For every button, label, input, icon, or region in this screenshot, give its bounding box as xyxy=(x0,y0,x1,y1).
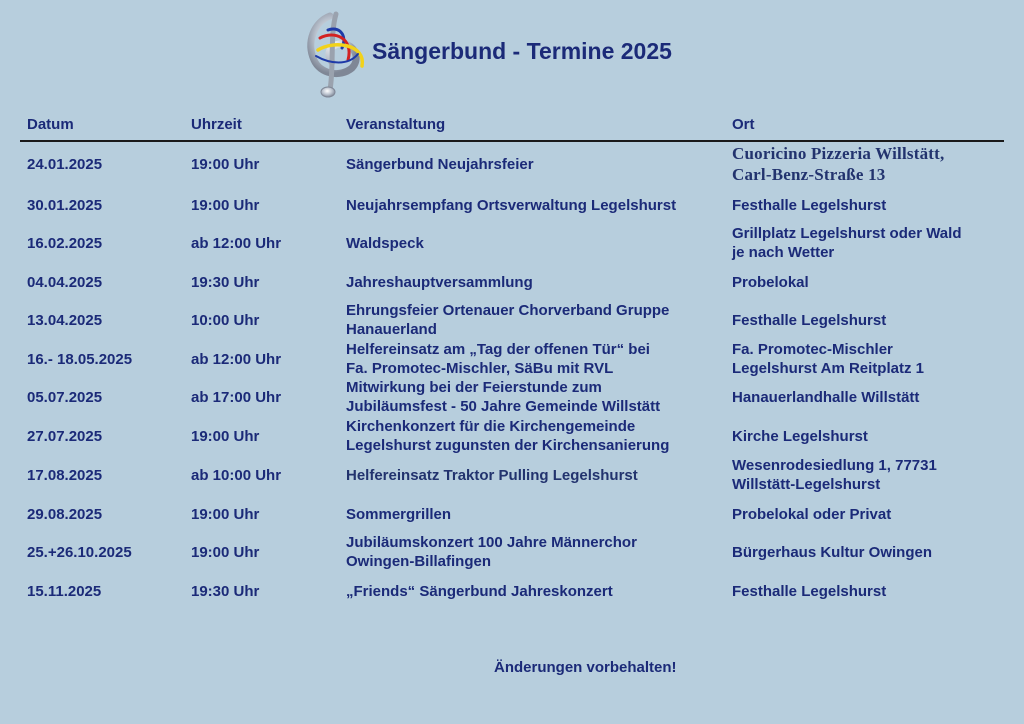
table-row xyxy=(0,340,1024,378)
cell-time: 19:30 Uhr xyxy=(191,273,260,291)
cell-time: 19:00 Uhr xyxy=(191,505,260,523)
table-row xyxy=(0,456,1024,494)
treble-clef-logo-icon xyxy=(300,8,372,100)
cell-place: Fa. Promotec-Mischler Legelshurst Am Reitplatz 1 xyxy=(732,341,924,377)
cell-place: Kirche Legelshurst xyxy=(732,427,868,445)
cell-event: Helfereinsatz Traktor Pulling Legelshurst xyxy=(346,466,638,484)
cell-place: Bürgerhaus Kultur Owingen xyxy=(732,543,933,561)
cell-place: Probelokal xyxy=(732,273,809,291)
table-row xyxy=(0,186,1024,224)
cell-event: Jubiläumskonzert 100 Jahre Männerchor Owingen-Billafingen xyxy=(346,534,637,570)
cell-date: 27.07.2025 xyxy=(27,427,103,445)
cell-time: 19:00 Uhr xyxy=(191,427,260,445)
cell-event: Sängerbund Neujahrsfeier xyxy=(346,155,534,173)
changes-reserved-note: Änderungen vorbehalten! xyxy=(494,659,677,676)
table-row xyxy=(0,378,1024,416)
cell-date: 24.01.2025 xyxy=(27,155,103,173)
cell-place: Wesenrodesiedlung 1, 77731 Willstätt-Legelshurst xyxy=(732,457,937,493)
cell-event: Helfereinsatz am „Tag der offenen Tür“ bei Fa. Promotec-Mischler, SäBu mit RVL xyxy=(346,341,650,377)
cell-date: 16.02.2025 xyxy=(27,234,103,252)
cell-date: 13.04.2025 xyxy=(27,311,103,329)
cell-date: 30.01.2025 xyxy=(27,196,103,214)
cell-time: 10:00 Uhr xyxy=(191,311,260,329)
cell-date: 29.08.2025 xyxy=(27,505,103,523)
cell-event: Neujahrsempfang Ortsverwaltung Legelshurst xyxy=(346,196,677,214)
cell-time: 19:00 Uhr xyxy=(191,196,260,214)
cell-place: Grillplatz Legelshurst oder Wald je nach Wetter xyxy=(732,225,962,261)
cell-time: 19:00 Uhr xyxy=(191,543,260,561)
cell-event: Waldspeck xyxy=(346,234,424,252)
cell-time: ab 12:00 Uhr xyxy=(191,350,282,368)
cell-event: Jahreshauptversammlung xyxy=(346,273,533,291)
cell-time: 19:30 Uhr xyxy=(191,582,260,600)
cell-place: Festhalle Legelshurst xyxy=(732,196,887,214)
cell-event: Kirchenkonzert für die Kirchengemeinde Legelshurst zugunsten der Kirchensanierung xyxy=(346,418,670,454)
cell-place: Festhalle Legelshurst xyxy=(732,582,887,600)
cell-date: 17.08.2025 xyxy=(27,466,103,484)
column-header-place: Ort xyxy=(732,116,755,133)
table-row xyxy=(0,263,1024,301)
cell-place: Cuoricino Pizzeria Willstätt, Carl-Benz-Straße 13 xyxy=(732,144,945,184)
cell-event: Mitwirkung bei der Feierstunde zum Jubiläumsfest - 50 Jahre Gemeinde Willstätt xyxy=(346,379,661,415)
cell-place: Hanauerlandhalle Willstätt xyxy=(732,388,920,406)
cell-date: 16.- 18.05.2025 xyxy=(27,350,133,368)
cell-event: Ehrungsfeier Ortenauer Chorverband Gruppe Hanauerland xyxy=(346,302,670,338)
table-row xyxy=(0,572,1024,610)
table-row xyxy=(0,224,1024,262)
cell-time: ab 17:00 Uhr xyxy=(191,388,282,406)
cell-event: „Friends“ Sängerbund Jahreskonzert xyxy=(346,582,613,600)
table-row xyxy=(0,301,1024,339)
table-row xyxy=(0,495,1024,533)
cell-event: Sommergrillen xyxy=(346,505,452,523)
column-header-time: Uhrzeit xyxy=(191,116,242,133)
column-header-event: Veranstaltung xyxy=(346,116,446,133)
cell-place: Festhalle Legelshurst xyxy=(732,311,887,329)
cell-time: 19:00 Uhr xyxy=(191,155,260,173)
cell-date: 15.11.2025 xyxy=(27,582,102,600)
page-title: Sängerbund - Termine 2025 xyxy=(372,38,672,64)
cell-date: 05.07.2025 xyxy=(27,388,103,406)
column-header-date: Datum xyxy=(27,116,74,133)
header-divider xyxy=(20,140,1004,142)
cell-time: ab 10:00 Uhr xyxy=(191,466,282,484)
cell-date: 04.04.2025 xyxy=(27,273,103,291)
table-row xyxy=(0,417,1024,455)
cell-time: ab 12:00 Uhr xyxy=(191,234,282,252)
cell-date: 25.+26.10.2025 xyxy=(27,543,132,561)
table-row xyxy=(0,145,1024,183)
table-row xyxy=(0,533,1024,571)
cell-place: Probelokal oder Privat xyxy=(732,505,892,523)
